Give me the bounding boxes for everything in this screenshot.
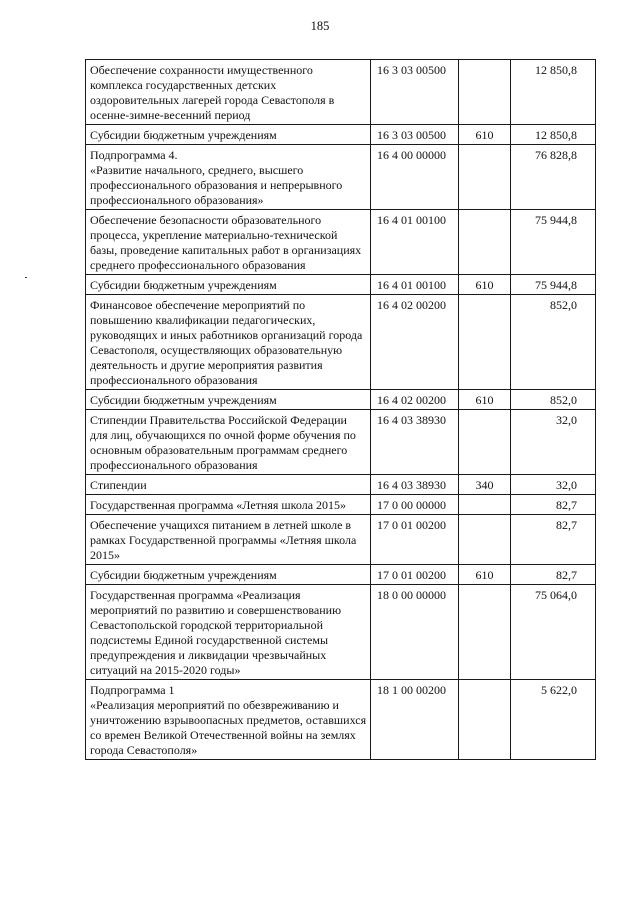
row-code: 16 3 03 00500 [371,60,459,125]
row-name: Субсидии бюджетным учреждениям [86,125,371,145]
scan-artifact-mark [25,277,27,278]
row-code: 16 4 01 00100 [371,210,459,275]
table-row [86,565,596,585]
row-amount: 82,7 [511,515,596,565]
row-type: 610 [459,125,511,145]
row-code: 17 0 01 00200 [371,515,459,565]
row-code: 16 3 03 00500 [371,125,459,145]
row-amount: 32,0 [511,410,596,475]
row-amount: 76 828,8 [511,145,596,210]
row-type: 610 [459,275,511,295]
row-amount: 75 944,8 [511,210,596,275]
row-code: 16 4 00 00000 [371,145,459,210]
row-type [459,60,511,125]
table-row [86,390,596,410]
row-type [459,145,511,210]
row-name: Стипендии Правительства Российской Федерации для лиц, обучающихся по очной форме обучения по основным образовательным программам среднего профессионального образования [86,410,371,475]
row-code: 17 0 00 00000 [371,495,459,515]
row-type: 340 [459,475,511,495]
row-name: Государственная программа «Реализация мероприятий по развитию и совершенствованию Севастопольской городской территориальной подсистемы Единой государственной системы предупреждения и ликвидации чрезвычайных ситуаций на 2015-2020 годы» [86,585,371,680]
row-amount: 82,7 [511,495,596,515]
row-code: 17 0 01 00200 [371,565,459,585]
row-amount: 12 850,8 [511,125,596,145]
table-row [86,295,596,390]
row-amount: 82,7 [511,565,596,585]
row-type: 610 [459,565,511,585]
row-type [459,495,511,515]
row-amount: 32,0 [511,475,596,495]
row-amount: 852,0 [511,390,596,410]
row-type [459,585,511,680]
row-code: 16 4 03 38930 [371,410,459,475]
row-amount: 75 944,8 [511,275,596,295]
table-row [86,60,596,125]
row-name: Субсидии бюджетным учреждениям [86,275,371,295]
row-name: Стипендии [86,475,371,495]
row-name: Подпрограмма 1 «Реализация мероприятий по обезвреживанию и уничтожению взрывоопасных предметов, оставшихся со времен Великой Отечественной войны на землях города Севастополя» [86,680,371,760]
row-type [459,295,511,390]
row-name: Государственная программа «Летняя школа 2015» [86,495,371,515]
row-type [459,680,511,760]
row-amount: 5 622,0 [511,680,596,760]
row-name: Субсидии бюджетным учреждениям [86,565,371,585]
table-row [86,125,596,145]
table-row [86,145,596,210]
row-name: Обеспечение сохранности имущественного комплекса государственных детских оздоровительных лагерей города Севастополя в осенне-зимне-весенний период [86,60,371,125]
row-code: 16 4 01 00100 [371,275,459,295]
table-row [86,275,596,295]
table-row [86,680,596,760]
table-row [86,515,596,565]
row-amount: 852,0 [511,295,596,390]
table-row [86,410,596,475]
row-name: Финансовое обеспечение мероприятий по повышению квалификации педагогических, руководящих и иных работников организаций города Севастополя, осуществляющих образовательную деятельность и другие мероприятия развития профессионального образования [86,295,371,390]
row-type [459,515,511,565]
row-amount: 75 064,0 [511,585,596,680]
row-name: Обеспечение безопасности образовательного процесса, укрепление материально-технической базы, проведение капитальных работ в организациях среднего профессионального образования [86,210,371,275]
page-number: 185 [310,19,330,33]
row-code: 16 4 02 00200 [371,390,459,410]
row-type: 610 [459,390,511,410]
row-name: Субсидии бюджетным учреждениям [86,390,371,410]
row-code: 16 4 02 00200 [371,295,459,390]
table-row [86,210,596,275]
table-row [86,585,596,680]
row-amount: 12 850,8 [511,60,596,125]
row-type [459,410,511,475]
row-type [459,210,511,275]
table-row [86,475,596,495]
row-code: 18 1 00 00200 [371,680,459,760]
row-code: 18 0 00 00000 [371,585,459,680]
row-code: 16 4 03 38930 [371,475,459,495]
budget-table [85,59,596,760]
row-name: Обеспечение учащихся питанием в летней школе в рамках Государственной программы «Летняя школа 2015» [86,515,371,565]
row-name: Подпрограмма 4. «Развитие начального, среднего, высшего профессионального образования и непрерывного профессионального образования» [86,145,371,210]
table-row [86,495,596,515]
